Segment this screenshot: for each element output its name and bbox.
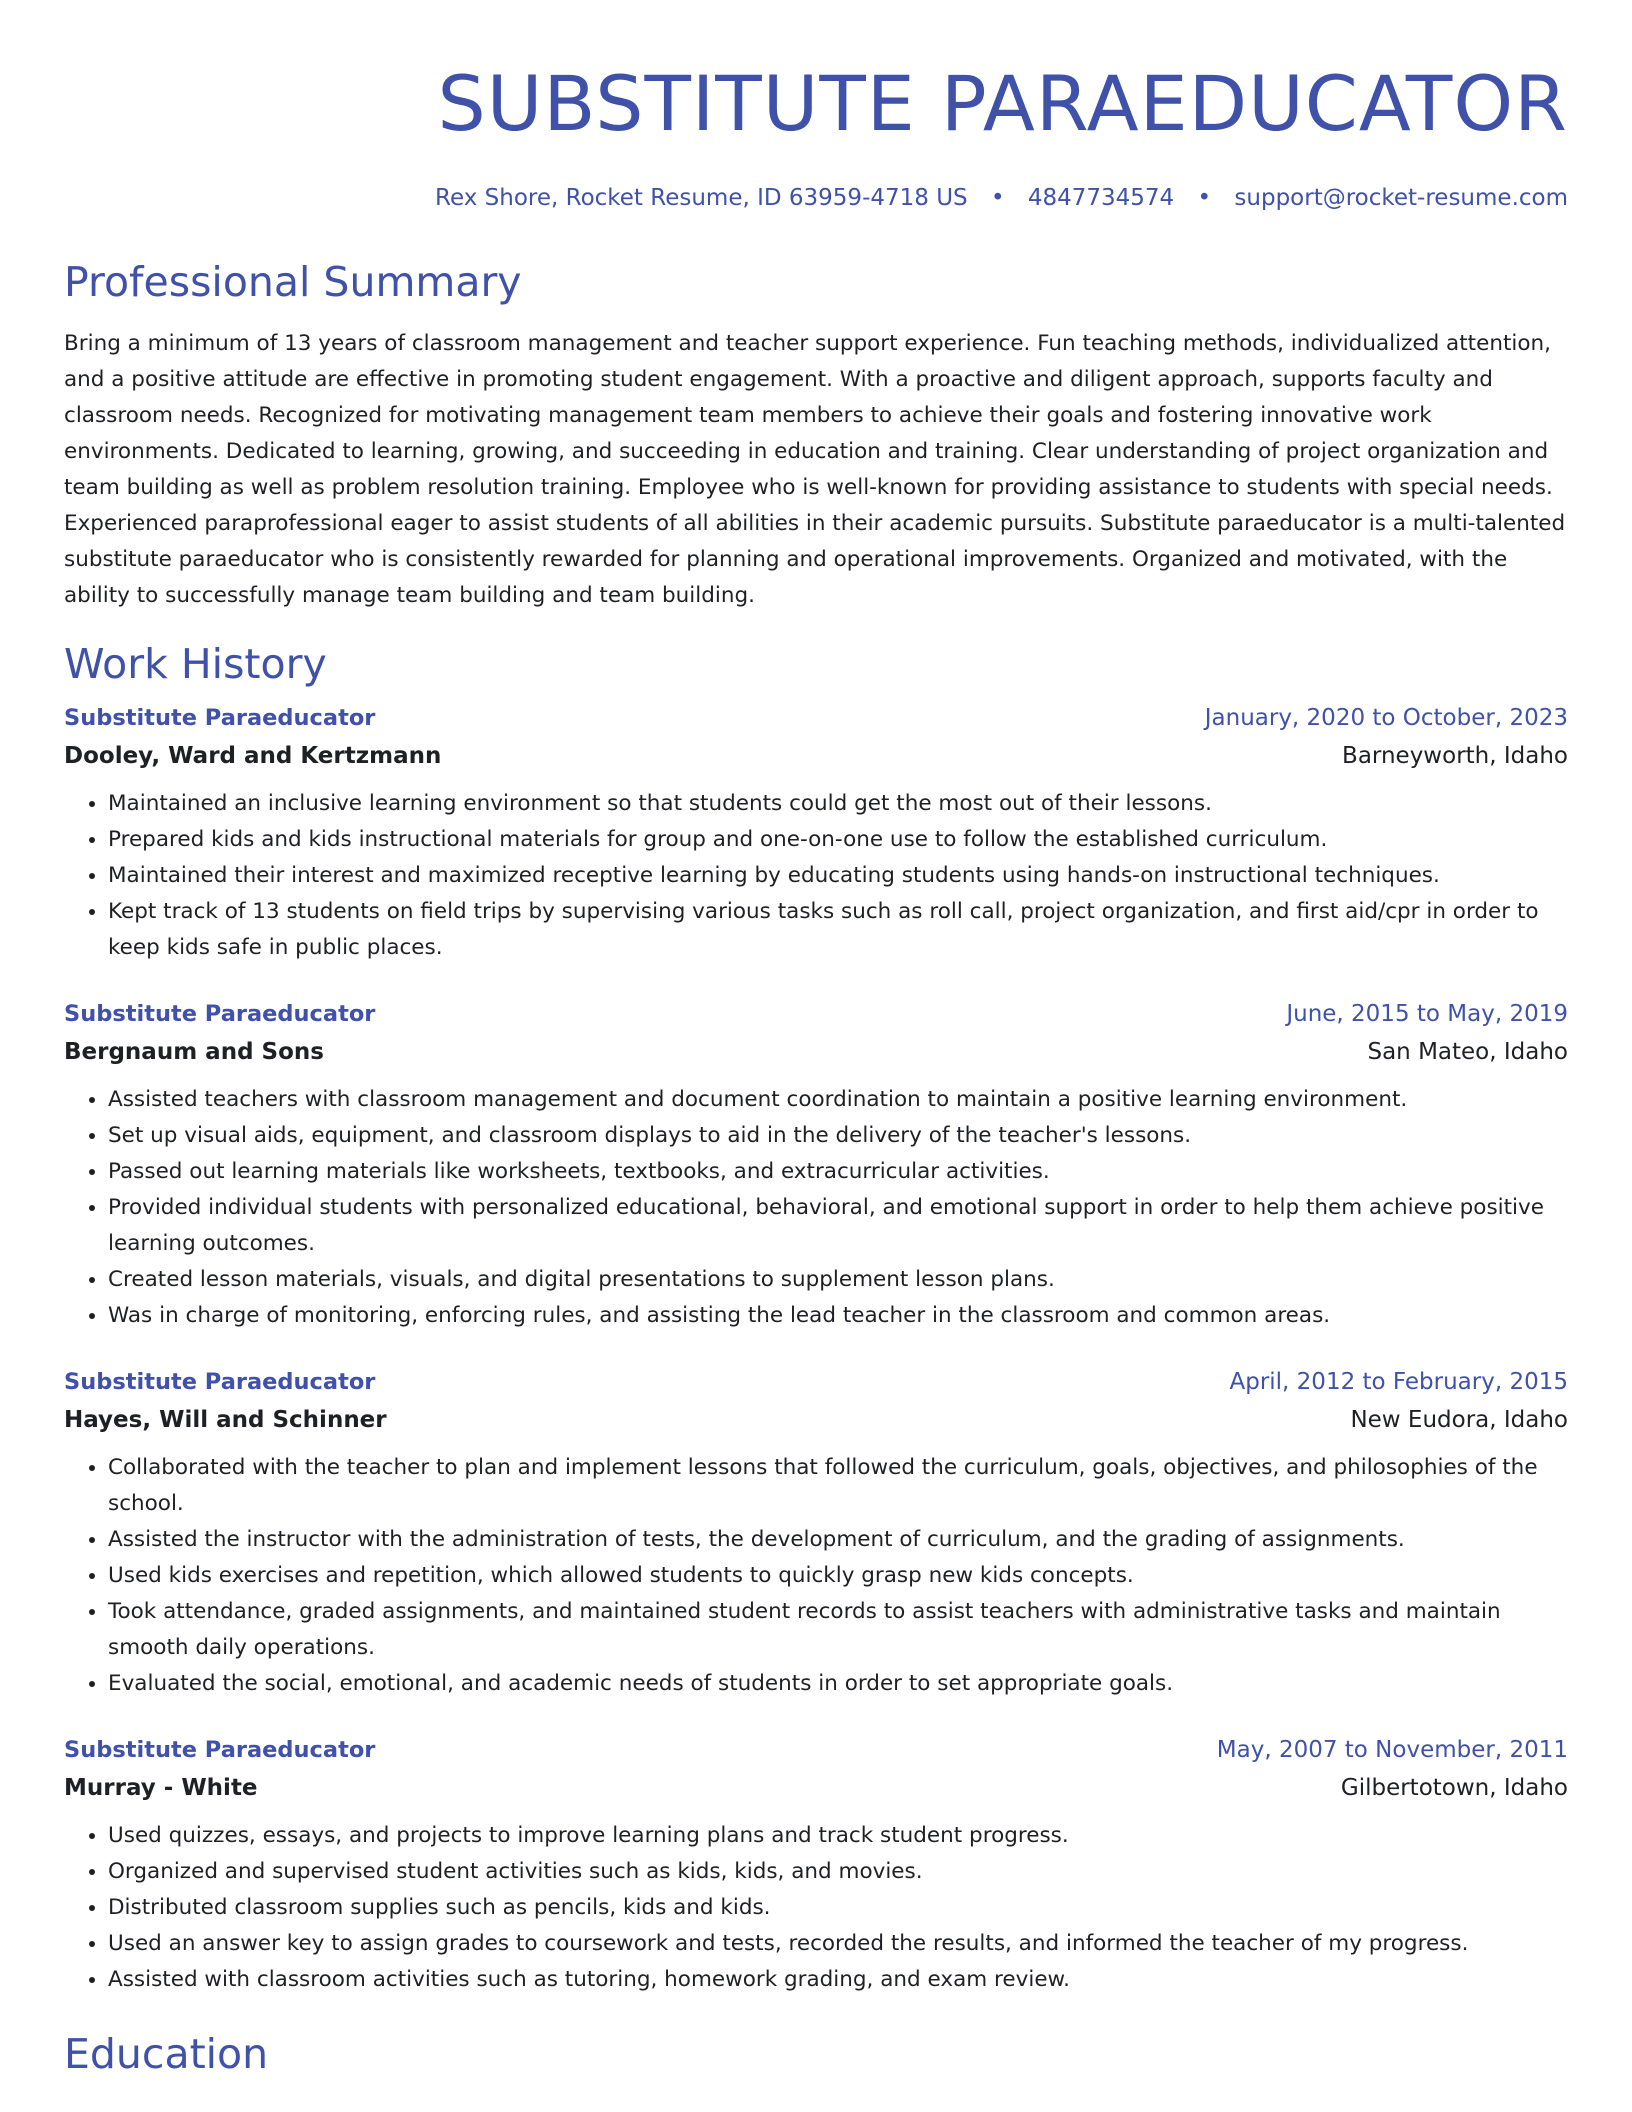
job-entry bbox=[64, 996, 1568, 1334]
job-bullet: • Assisted with classroom activities such as tutoring, homework grading, and exam review. bbox=[108, 1962, 1568, 1998]
job-title: Substitute Paraeducator bbox=[64, 705, 376, 731]
job-bullet: • Took attendance, graded assignments, and maintained student records to assist teachers with administrative tasks and maintain smooth daily operations. bbox=[108, 1594, 1568, 1666]
job-bullets bbox=[64, 786, 1568, 966]
job-bullet: • Used kids exercises and repetition, which allowed students to quickly grasp new kids concepts. bbox=[108, 1558, 1568, 1594]
job-bullet: • Maintained an inclusive learning environment so that students could get the most out of their lessons. bbox=[108, 786, 1568, 822]
job-bullet: • Evaluated the social, emotional, and academic needs of students in order to set appropriate goals. bbox=[108, 1666, 1568, 1702]
education-heading: Education bbox=[64, 2030, 269, 2078]
job-bullet: • Was in charge of monitoring, enforcing rules, and assisting the lead teacher in the classroom and common areas. bbox=[108, 1298, 1568, 1334]
job-bullet: • Prepared kids and kids instructional materials for group and one-on-one use to follow the established curriculum. bbox=[108, 822, 1568, 858]
contact-separator: • bbox=[990, 185, 1005, 211]
contact-email: support@rocket-resume.com bbox=[1234, 185, 1568, 211]
job-location: Barneyworth, Idaho bbox=[1342, 743, 1568, 769]
job-bullet: • Set up visual aids, equipment, and classroom displays to aid in the delivery of the teacher's lessons. bbox=[108, 1118, 1568, 1154]
job-bullet: • Distributed classroom supplies such as pencils, kids and kids. bbox=[108, 1890, 1568, 1926]
job-bullet: • Passed out learning materials like worksheets, textbooks, and extracurricular activities. bbox=[108, 1154, 1568, 1190]
job-bullet: • Provided individual students with personalized educational, behavioral, and emotional support in order to help them achieve positive learning outcomes. bbox=[108, 1190, 1568, 1262]
job-company: Murray - White bbox=[64, 1775, 258, 1801]
job-bullets bbox=[64, 1450, 1568, 1702]
candidate-name: SUBSTITUTE PARAEDUCATOR bbox=[437, 59, 1568, 148]
job-title: Substitute Paraeducator bbox=[64, 1737, 376, 1763]
job-bullet: • Kept track of 13 students on field trips by supervising various tasks such as roll call, project organization, and first aid/cpr in order to keep kids safe in public places. bbox=[108, 894, 1568, 966]
contact-separator: • bbox=[1197, 185, 1212, 211]
job-location: New Eudora, Idaho bbox=[1350, 1407, 1568, 1433]
job-entry bbox=[64, 1732, 1568, 1998]
job-company: Dooley, Ward and Kertzmann bbox=[64, 743, 442, 769]
job-bullet: • Collaborated with the teacher to plan and implement lessons that followed the curriculum, goals, objectives, and philosophies of the school. bbox=[108, 1450, 1568, 1522]
job-entry bbox=[64, 1364, 1568, 1702]
job-bullet: • Assisted teachers with classroom management and document coordination to maintain a positive learning environment. bbox=[108, 1082, 1568, 1118]
job-dates: April, 2012 to February, 2015 bbox=[1229, 1369, 1568, 1395]
job-bullet: • Created lesson materials, visuals, and digital presentations to supplement lesson plans. bbox=[108, 1262, 1568, 1298]
job-company: Bergnaum and Sons bbox=[64, 1039, 324, 1065]
work-history-heading: Work History bbox=[64, 640, 327, 688]
summary-heading: Professional Summary bbox=[64, 258, 522, 306]
job-dates: June, 2015 to May, 2019 bbox=[1286, 1001, 1568, 1027]
contact-phone: 4847734574 bbox=[1027, 185, 1175, 211]
contact-line bbox=[64, 182, 1568, 214]
job-bullets bbox=[64, 1082, 1568, 1334]
job-location: San Mateo, Idaho bbox=[1367, 1039, 1568, 1065]
job-bullet: • Assisted the instructor with the administration of tests, the development of curriculum, and the grading of assignments. bbox=[108, 1522, 1568, 1558]
summary-text: Bring a minimum of 13 years of classroom management and teacher support experience. Fun teaching methods, individualized attention, and a positive attitude are effective in promoting student engagement. With a proactive and diligent approach, supports faculty and classroom needs. Recognized for motivating management team members to achieve their goals and fostering innovative work environments. Dedicated to learning, growing, and succeeding in education and training. Clear understanding of project organization and team building as well as problem resolution training. Employee who is well-known for providing assistance to students with special needs. Experienced paraprofessional eager to assist students of all abilities in their academic pursuits. Substitute paraeducator is a multi-talented substitute paraeducator who is consistently rewarded for planning and operational improvements. Organized and motivated, with the ability to successfully manage team building and team building. bbox=[64, 331, 1566, 608]
job-bullet: • Maintained their interest and maximized receptive learning by educating students using hands-on instructional techniques. bbox=[108, 858, 1568, 894]
job-dates: May, 2007 to November, 2011 bbox=[1216, 1737, 1568, 1763]
job-bullet: • Used quizzes, essays, and projects to improve learning plans and track student progress. bbox=[108, 1818, 1568, 1854]
job-title: Substitute Paraeducator bbox=[64, 1369, 376, 1395]
job-entry bbox=[64, 700, 1568, 966]
job-company: Hayes, Will and Schinner bbox=[64, 1407, 387, 1433]
job-title: Substitute Paraeducator bbox=[64, 1001, 376, 1027]
job-bullet: • Organized and supervised student activities such as kids, kids, and movies. bbox=[108, 1854, 1568, 1890]
job-bullets bbox=[64, 1818, 1568, 1998]
job-bullet: • Used an answer key to assign grades to coursework and tests, recorded the results, and informed the teacher of my progress. bbox=[108, 1926, 1568, 1962]
contact-address: Rex Shore, Rocket Resume, ID 63959-4718 US bbox=[435, 185, 968, 211]
job-dates: January, 2020 to October, 2023 bbox=[1204, 705, 1568, 731]
job-location: Gilbertotown, Idaho bbox=[1340, 1775, 1568, 1801]
